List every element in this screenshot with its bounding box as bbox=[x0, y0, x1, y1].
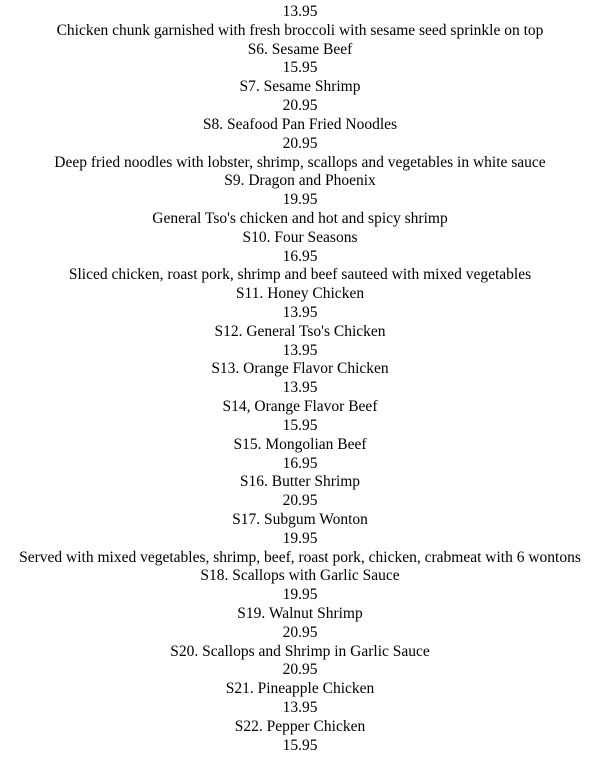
item-name: S9. Dragon and Phoenix bbox=[224, 172, 376, 190]
item-name: S10. Four Seasons bbox=[242, 228, 358, 246]
item-name: S7. Sesame Shrimp bbox=[239, 78, 361, 96]
price: 19.95 bbox=[282, 586, 318, 604]
price: 13.95 bbox=[282, 3, 318, 20]
price: 13.95 bbox=[282, 699, 318, 717]
item-name: S12. General Tso's Chicken bbox=[214, 322, 386, 340]
item-description: Sliced chicken, roast pork, shrimp and beef sauteed with mixed vegetables bbox=[68, 266, 532, 284]
item-description: General Tso's chicken and hot and spicy shrimp bbox=[152, 209, 448, 227]
item-name: S21. Pineapple Chicken bbox=[225, 680, 375, 698]
price: 13.95 bbox=[282, 341, 318, 359]
item-name: S19. Walnut Shrimp bbox=[237, 605, 363, 622]
price: 16.95 bbox=[282, 454, 318, 472]
item-name: S13. Orange Flavor Chicken bbox=[211, 360, 389, 378]
item-description: Chicken chunk garnished with fresh broccoli with sesame seed sprinkle on top bbox=[56, 21, 544, 39]
price: 20.95 bbox=[282, 134, 318, 152]
item-name: S22. Pepper Chicken bbox=[234, 717, 366, 735]
price: 13.95 bbox=[282, 379, 318, 397]
price: 16.95 bbox=[282, 247, 318, 265]
item-name: S6. Sesame Beef bbox=[247, 40, 353, 58]
item-name: S16. Butter Shrimp bbox=[239, 473, 361, 491]
item-name: S17. Subgum Wonton bbox=[232, 510, 368, 528]
price: 20.95 bbox=[282, 97, 318, 115]
price: 20.95 bbox=[282, 661, 318, 679]
item-name: S14, Orange Flavor Beef bbox=[222, 398, 378, 416]
price: 20.95 bbox=[282, 492, 318, 510]
price: 19.95 bbox=[282, 529, 318, 547]
price: 15.95 bbox=[282, 416, 318, 434]
item-name: S8. Seafood Pan Fried Noodles bbox=[202, 115, 398, 133]
price: 20.95 bbox=[282, 623, 318, 641]
price: 13.95 bbox=[282, 304, 318, 321]
item-name: S11. Honey Chicken bbox=[235, 285, 365, 303]
item-name: S18. Scallops with Garlic Sauce bbox=[200, 567, 400, 585]
price: 15.95 bbox=[282, 59, 318, 77]
price: 15.95 bbox=[282, 736, 318, 754]
item-description: Served with mixed vegetables, shrimp, beef, roast pork, chicken, crabmeat with 6 wontons bbox=[19, 548, 581, 566]
item-description: Deep fried noodles with lobster, shrimp, scallops and vegetables in white sauce bbox=[54, 153, 546, 171]
item-name: S20. Scallops and Shrimp in Garlic Sauce bbox=[170, 642, 430, 660]
price: 19.95 bbox=[282, 191, 318, 209]
item-name: S15. Mongolian Beef bbox=[233, 435, 367, 453]
